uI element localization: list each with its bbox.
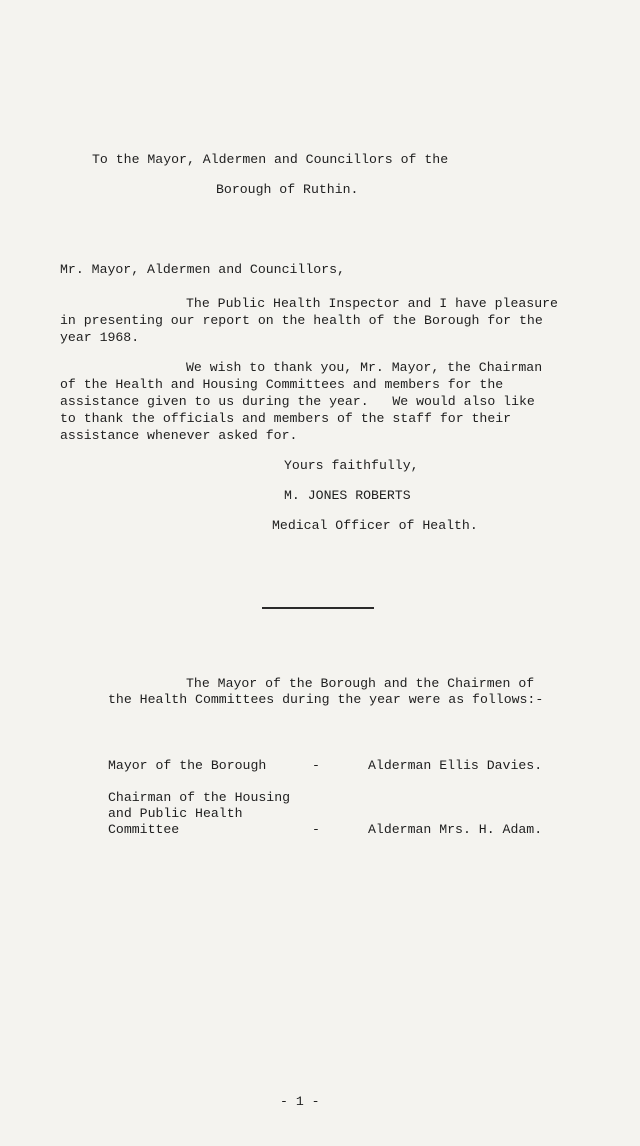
salutation: Mr. Mayor, Aldermen and Councillors,: [60, 262, 345, 277]
section-divider: [262, 607, 374, 609]
paragraph-2-line-5: assistance whenever asked for.: [60, 428, 298, 443]
paragraph-1-line-1: The Public Health Inspector and I have pleasure: [186, 296, 558, 311]
paragraph-2-line-2: of the Health and Housing Committees and members for the: [60, 377, 504, 392]
officer-holder-mayor: Alderman Ellis Davies.: [368, 758, 543, 773]
page-number: - 1 -: [280, 1094, 320, 1109]
officer-role-chairman-line-1: Chairman of the Housing: [108, 790, 291, 805]
signatory-title: Medical Officer of Health.: [272, 518, 478, 533]
intro-line-1: The Mayor of the Borough and the Chairmen of: [186, 676, 535, 691]
paragraph-2-line-1: We wish to thank you, Mr. Mayor, the Chairman: [186, 360, 543, 375]
officer-role-chairman-line-3: Committee: [108, 822, 180, 837]
intro-line-2: the Health Committees during the year were as follows:-: [108, 692, 544, 707]
officer-role-mayor: Mayor of the Borough: [108, 758, 267, 773]
paragraph-2-line-4: to thank the officials and members of the staff for their: [60, 411, 512, 426]
officer-dash: -: [312, 758, 320, 773]
heading-line-1: To the Mayor, Aldermen and Councillors of the: [92, 152, 449, 167]
paragraph-1-line-2: in presenting our report on the health of the Borough for the: [60, 313, 543, 328]
paragraph-2-line-3: assistance given to us during the year. We would also like: [60, 394, 535, 409]
signatory-name: M. JONES ROBERTS: [284, 488, 411, 503]
officer-dash: -: [312, 822, 320, 837]
heading-line-2: Borough of Ruthin.: [216, 182, 359, 197]
valediction: Yours faithfully,: [284, 458, 419, 473]
officer-holder-chairman: Alderman Mrs. H. Adam.: [368, 822, 543, 837]
officer-role-chairman-line-2: and Public Health: [108, 806, 243, 821]
paragraph-1-line-3: year 1968.: [60, 330, 140, 345]
